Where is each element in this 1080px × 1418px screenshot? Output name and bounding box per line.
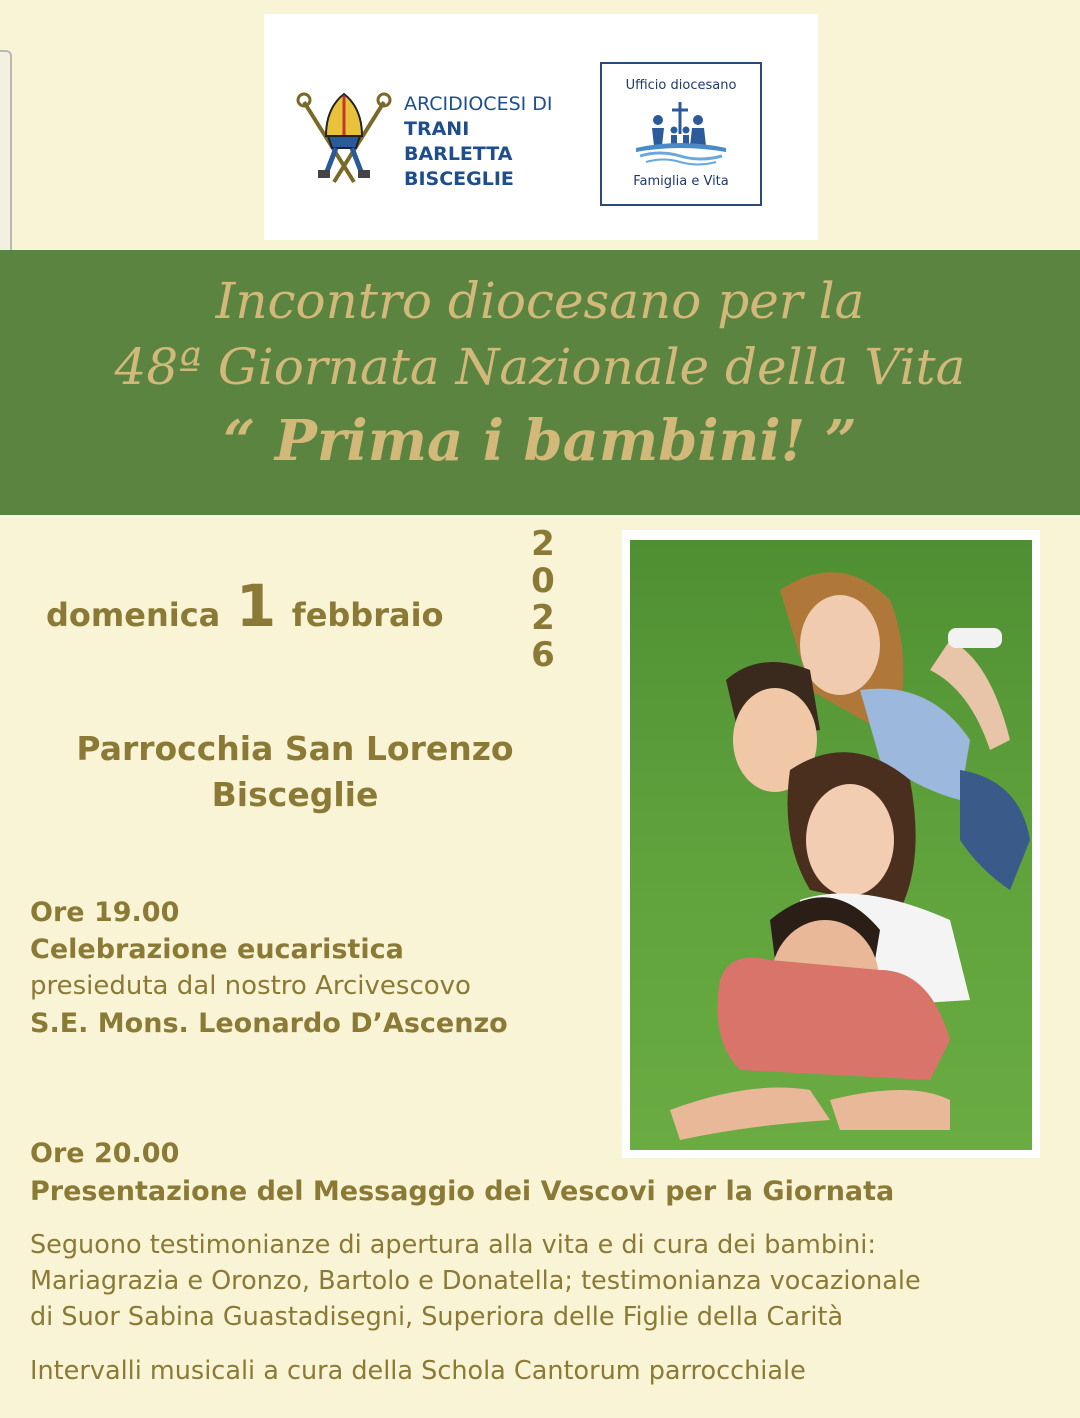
year-digit: 6: [531, 635, 555, 675]
banner-slogan: “ Prima i bambini! ”: [223, 408, 857, 474]
ufficio-logo: [600, 62, 762, 206]
year-digit: 2: [531, 598, 555, 638]
event-2-title: Presentazione del Messaggio dei Vescovi per la Giornata: [30, 1176, 895, 1207]
event-1-title: Celebrazione eucaristica: [30, 934, 404, 965]
church-name: Parrocchia San Lorenzo: [76, 729, 514, 768]
ufficio-bottom-text: Famiglia e Vita: [633, 174, 729, 189]
banner-line-1: Incontro diocesano per la: [215, 272, 865, 330]
date-month: febbraio: [291, 596, 444, 634]
family-photo-frame: [622, 530, 1040, 1158]
family-photo: [630, 540, 1032, 1150]
family-book-icon: [630, 100, 734, 166]
event-1-time: Ore 19.00: [30, 897, 180, 928]
year-digit: 0: [531, 561, 555, 601]
event-2-line-2: Mariagrazia e Oronzo, Bartolo e Donatella; testimonianza vocazionale: [30, 1266, 921, 1296]
city-name: Bisceglie: [211, 775, 379, 814]
banner-line-2: 48ª Giornata Nazionale della Vita: [114, 338, 966, 396]
date-year-vertical: [528, 526, 558, 674]
date-day: 1: [235, 572, 277, 640]
event-1-person: S.E. Mons. Leonardo D’Ascenzo: [30, 1008, 508, 1039]
ufficio-top-text: Ufficio diocesano: [625, 78, 737, 93]
event-2-line-1: Seguono testimonianze di apertura alla vita e di cura dei bambini:: [30, 1230, 876, 1260]
event-1-detail: presieduta dal nostro Arcivescovo: [30, 971, 471, 1001]
archdiocese-line-3: BARLETTA: [404, 143, 513, 165]
archdiocese-name: [404, 92, 553, 192]
date-weekday: domenica: [46, 596, 221, 634]
archdiocese-line-1: ARCIDIOCESI DI: [404, 93, 553, 115]
event-location: [30, 726, 560, 818]
event-date: [46, 572, 444, 640]
event-2-note: Intervalli musicali a cura della Schola Cantorum parrocchiale: [30, 1356, 806, 1386]
archdiocese-line-2: TRANI: [404, 118, 470, 140]
title-banner: [0, 250, 1080, 515]
family-photo-illustration: [630, 540, 1032, 1150]
archdiocese-crest-icon: [296, 88, 392, 188]
year-digit: 2: [531, 524, 555, 564]
archdiocese-line-4: BISCEGLIE: [404, 168, 514, 190]
event-2-line-3: di Suor Sabina Guastadisegni, Superiora delle Figlie della Carità: [30, 1302, 844, 1332]
event-2-time: Ore 20.00: [30, 1138, 180, 1169]
